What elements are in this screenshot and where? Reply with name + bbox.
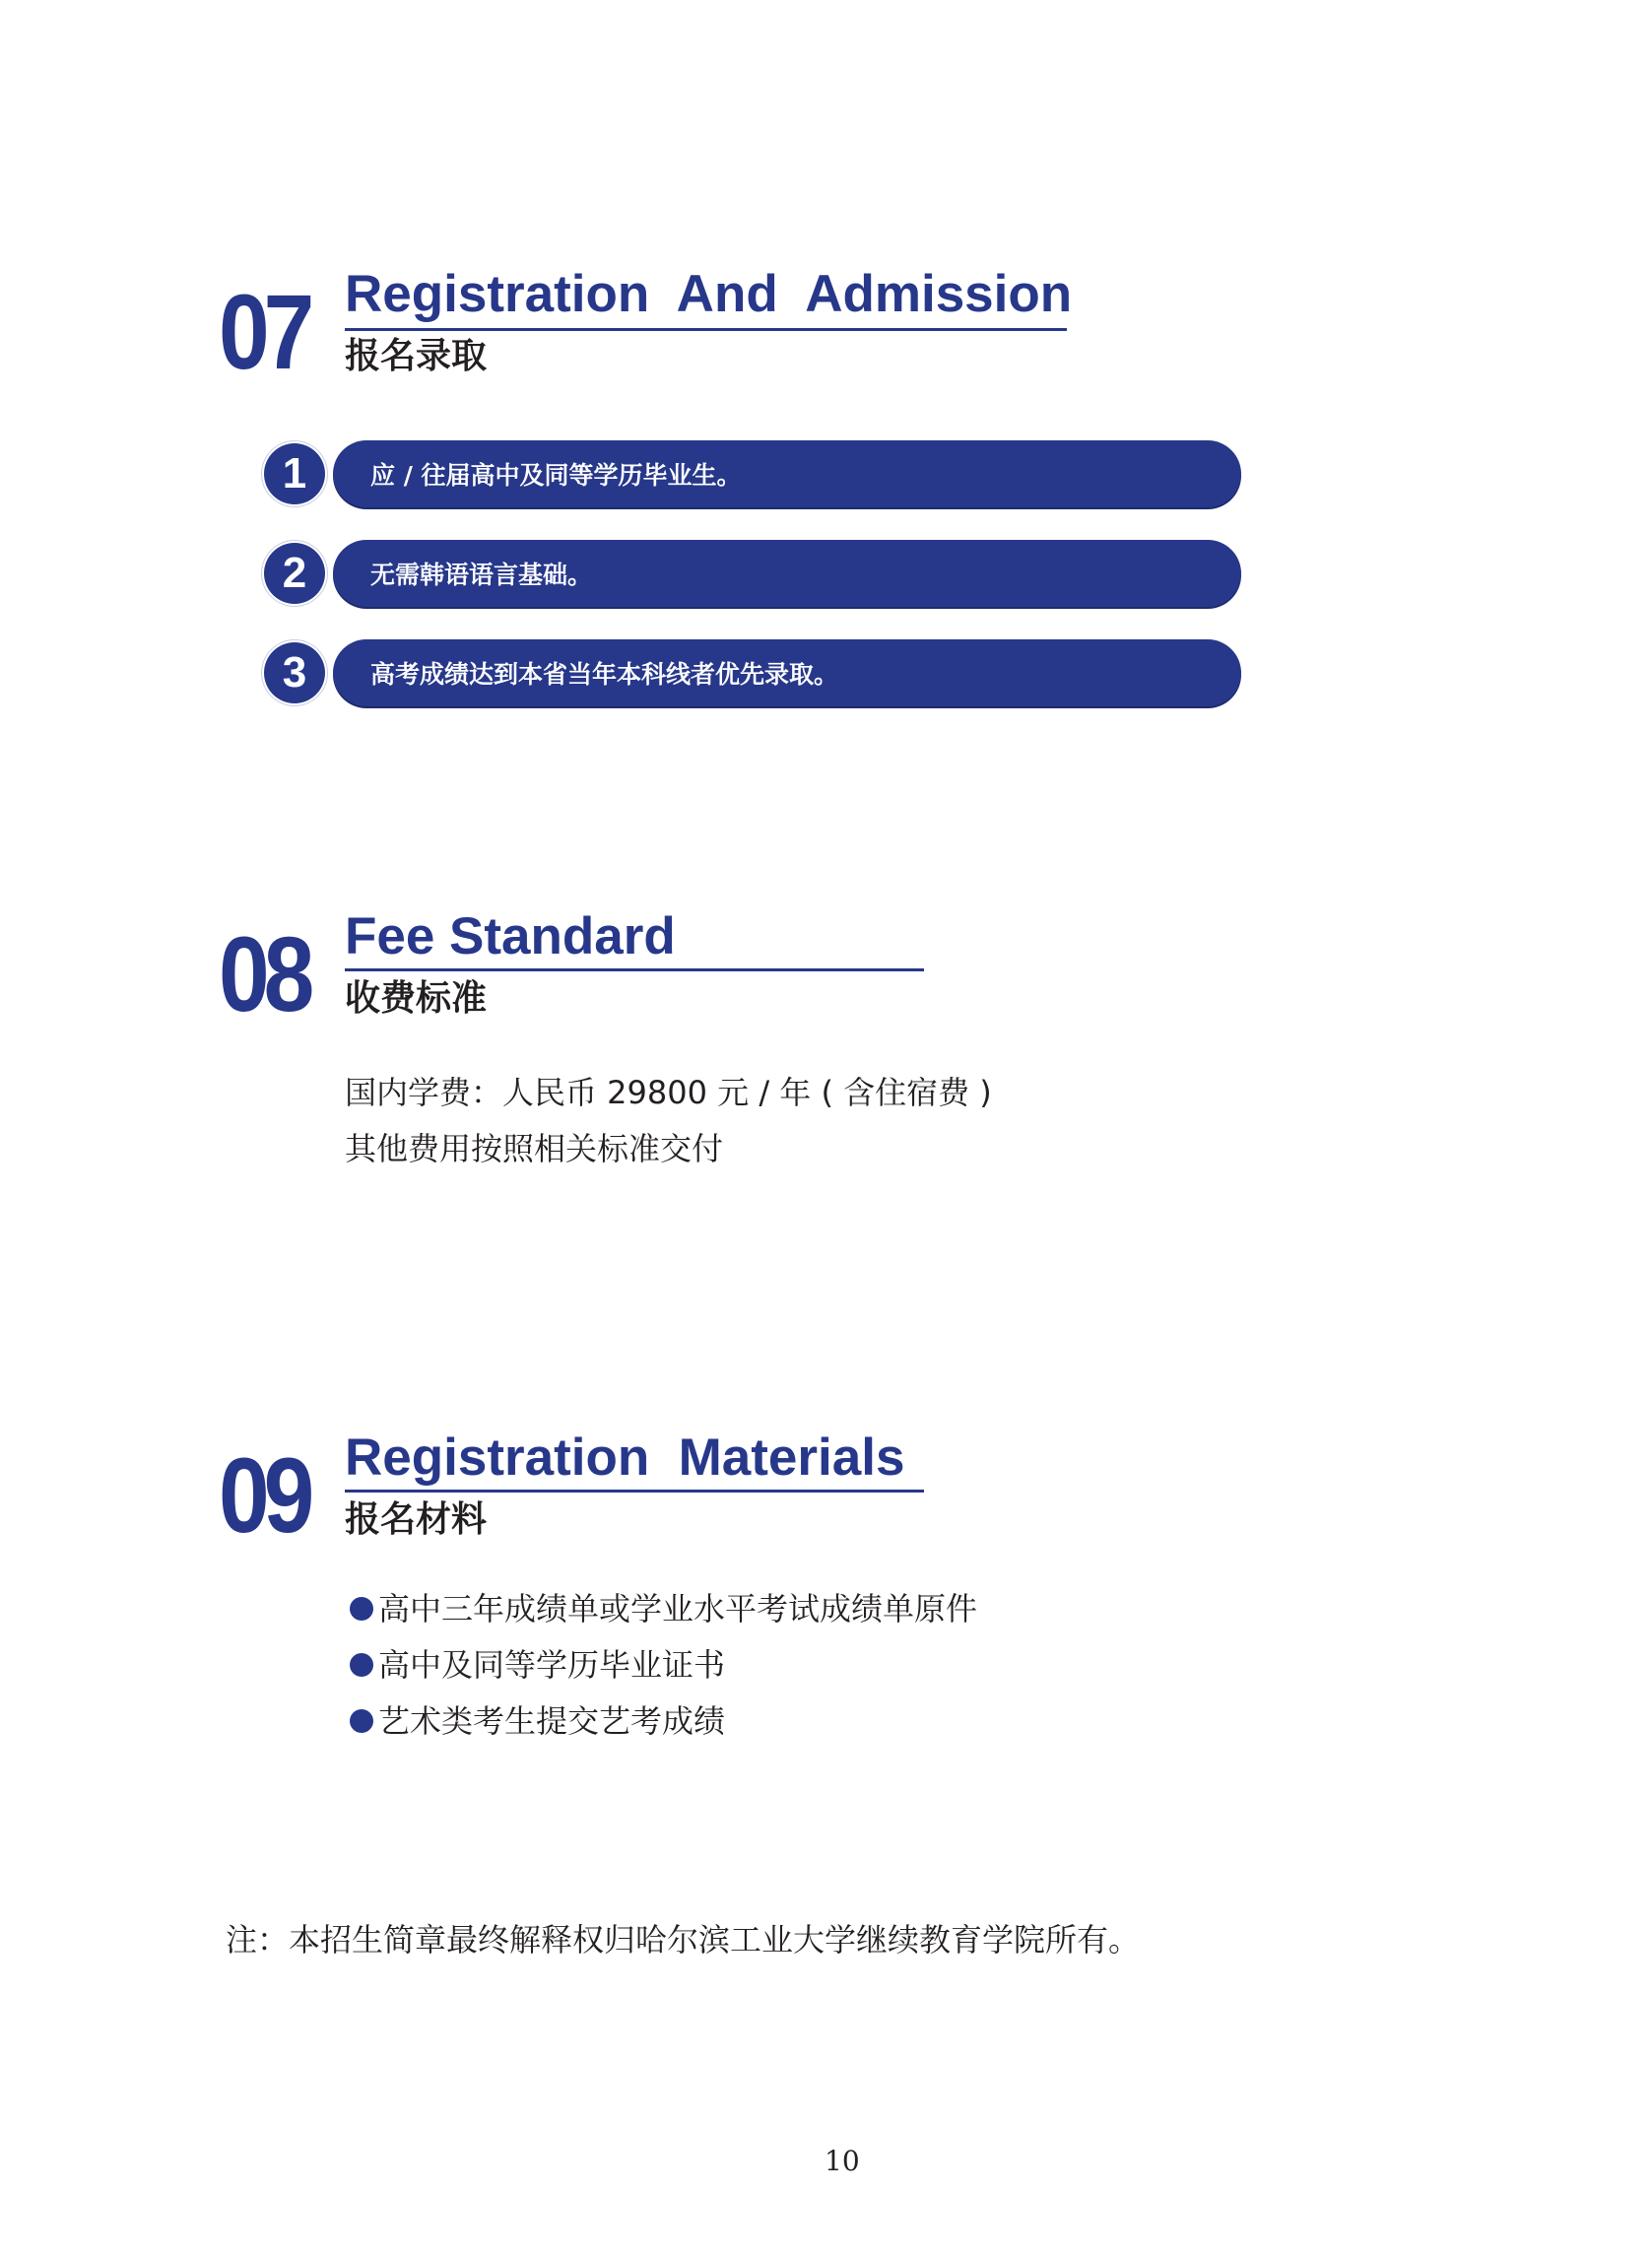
section-subtitle: 报名材料 bbox=[345, 1499, 488, 1540]
material-item: 艺术类考生提交艺考成绩 bbox=[378, 1702, 726, 1740]
page-number: 10 bbox=[825, 2145, 860, 2177]
requirement-number-badge: 3 bbox=[264, 642, 325, 703]
bullet-icon bbox=[350, 1653, 373, 1677]
section-title: Registration And Admission bbox=[345, 265, 1073, 323]
requirement-item: 无需韩语语言基础。 bbox=[333, 540, 1241, 607]
fee-tuition-line: 国内学费：人民币 29800 元 / 年 ( 含住宿费 ) bbox=[345, 1074, 992, 1111]
section-number: 08 bbox=[219, 914, 309, 1033]
requirement-item: 应 / 往届高中及同等学历毕业生。 bbox=[333, 440, 1241, 507]
section-subtitle: 收费标准 bbox=[345, 978, 488, 1019]
section-title-underline bbox=[345, 968, 924, 971]
requirement-number-badge: 2 bbox=[264, 543, 325, 604]
section-title: Registration Materials bbox=[345, 1428, 905, 1487]
section-number: 07 bbox=[219, 272, 309, 391]
bullet-icon bbox=[350, 1597, 373, 1621]
requirement-number-badge: 1 bbox=[264, 443, 325, 504]
section-title: Fee Standard bbox=[345, 907, 676, 965]
section-title-underline bbox=[345, 328, 1067, 331]
disclaimer-note: 注：本招生简章最终解释权归哈尔滨工业大学继续教育学院所有。 bbox=[226, 1921, 1141, 1958]
material-item: 高中三年成绩单或学业水平考试成绩单原件 bbox=[378, 1590, 978, 1627]
section-title-underline bbox=[345, 1490, 924, 1493]
section-number: 09 bbox=[219, 1435, 309, 1555]
requirement-item: 高考成绩达到本省当年本科线者优先录取。 bbox=[333, 639, 1241, 706]
bullet-icon bbox=[350, 1709, 373, 1733]
fee-other-line: 其他费用按照相关标准交付 bbox=[345, 1130, 724, 1167]
section-subtitle: 报名录取 bbox=[345, 336, 488, 376]
material-item: 高中及同等学历毕业证书 bbox=[378, 1646, 726, 1684]
